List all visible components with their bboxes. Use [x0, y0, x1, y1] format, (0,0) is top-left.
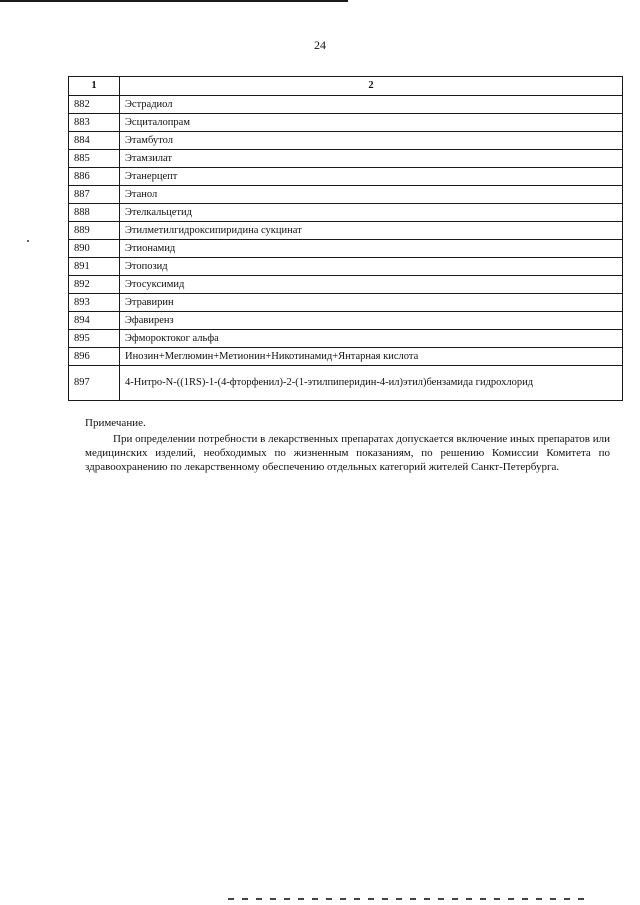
page-number: 24: [314, 38, 326, 52]
row-number: 895: [69, 330, 120, 348]
row-number: 882: [69, 96, 120, 114]
row-number: 893: [69, 294, 120, 312]
drug-name: Этионамид: [120, 240, 623, 258]
table-row: [69, 168, 623, 186]
note-body: При определении потребности в лекарственных препаратах допускается включение иных препаратов или медицинских изделий, необходимых по жизненным показаниям, по решению Комиссии Комитета по здравоохранению по лекарственному обеспечению отдельных категорий жителей Санкт-Петербурга.: [85, 433, 610, 473]
row-number: 887: [69, 186, 120, 204]
drug-name: Этелкальцетид: [120, 204, 623, 222]
table-row: [69, 312, 623, 330]
row-number: 890: [69, 240, 120, 258]
row-number: 885: [69, 150, 120, 168]
drug-name: Эстрадиол: [120, 96, 623, 114]
footer-scan-marks: [228, 898, 588, 900]
table-row: [69, 258, 623, 276]
table-header-row: [69, 77, 623, 96]
note-section: [85, 416, 610, 474]
table-row: [69, 366, 623, 401]
row-number: 886: [69, 168, 120, 186]
row-number: 883: [69, 114, 120, 132]
drug-name: Этанерцепт: [120, 168, 623, 186]
table-row: [69, 240, 623, 258]
row-number: 897: [69, 366, 120, 401]
row-number: 889: [69, 222, 120, 240]
row-number: 894: [69, 312, 120, 330]
column-header-number: 1: [69, 77, 120, 96]
drug-name: Этамбутол: [120, 132, 623, 150]
drug-name: Этопозид: [120, 258, 623, 276]
drug-name: Этамзилат: [120, 150, 623, 168]
table-row: [69, 204, 623, 222]
row-number: 896: [69, 348, 120, 366]
drug-name: Эфмороктоког альфа: [120, 330, 623, 348]
row-number: 888: [69, 204, 120, 222]
table-row: [69, 132, 623, 150]
drug-name: 4-Нитро-N-((1RS)-1-(4-фторфенил)-2-(1-этилпиперидин-4-ил)этил)бензамида гидрохлорид: [120, 366, 623, 401]
row-number: 892: [69, 276, 120, 294]
column-header-name: 2: [120, 77, 623, 96]
top-rule: [0, 0, 348, 2]
drug-table: [68, 76, 623, 401]
drug-name: Этосуксимид: [120, 276, 623, 294]
table-row: [69, 186, 623, 204]
drug-name: Инозин+Меглюмин+Метионин+Никотинамид+Янтарная кислота: [120, 348, 623, 366]
drug-name: Этравирин: [120, 294, 623, 312]
drug-name: Эсциталопрам: [120, 114, 623, 132]
note-title: Примечание.: [85, 417, 146, 429]
margin-speck: [27, 240, 29, 242]
row-number: 884: [69, 132, 120, 150]
row-number: 891: [69, 258, 120, 276]
table-row: [69, 276, 623, 294]
drug-name: Этанол: [120, 186, 623, 204]
table-row: [69, 96, 623, 114]
table-row: [69, 150, 623, 168]
drug-name: Этилметилгидроксипиридина сукцинат: [120, 222, 623, 240]
table-row: [69, 330, 623, 348]
table-row: [69, 222, 623, 240]
table-row: [69, 294, 623, 312]
table-row: [69, 348, 623, 366]
table-row: [69, 114, 623, 132]
drug-name: Эфавиренз: [120, 312, 623, 330]
